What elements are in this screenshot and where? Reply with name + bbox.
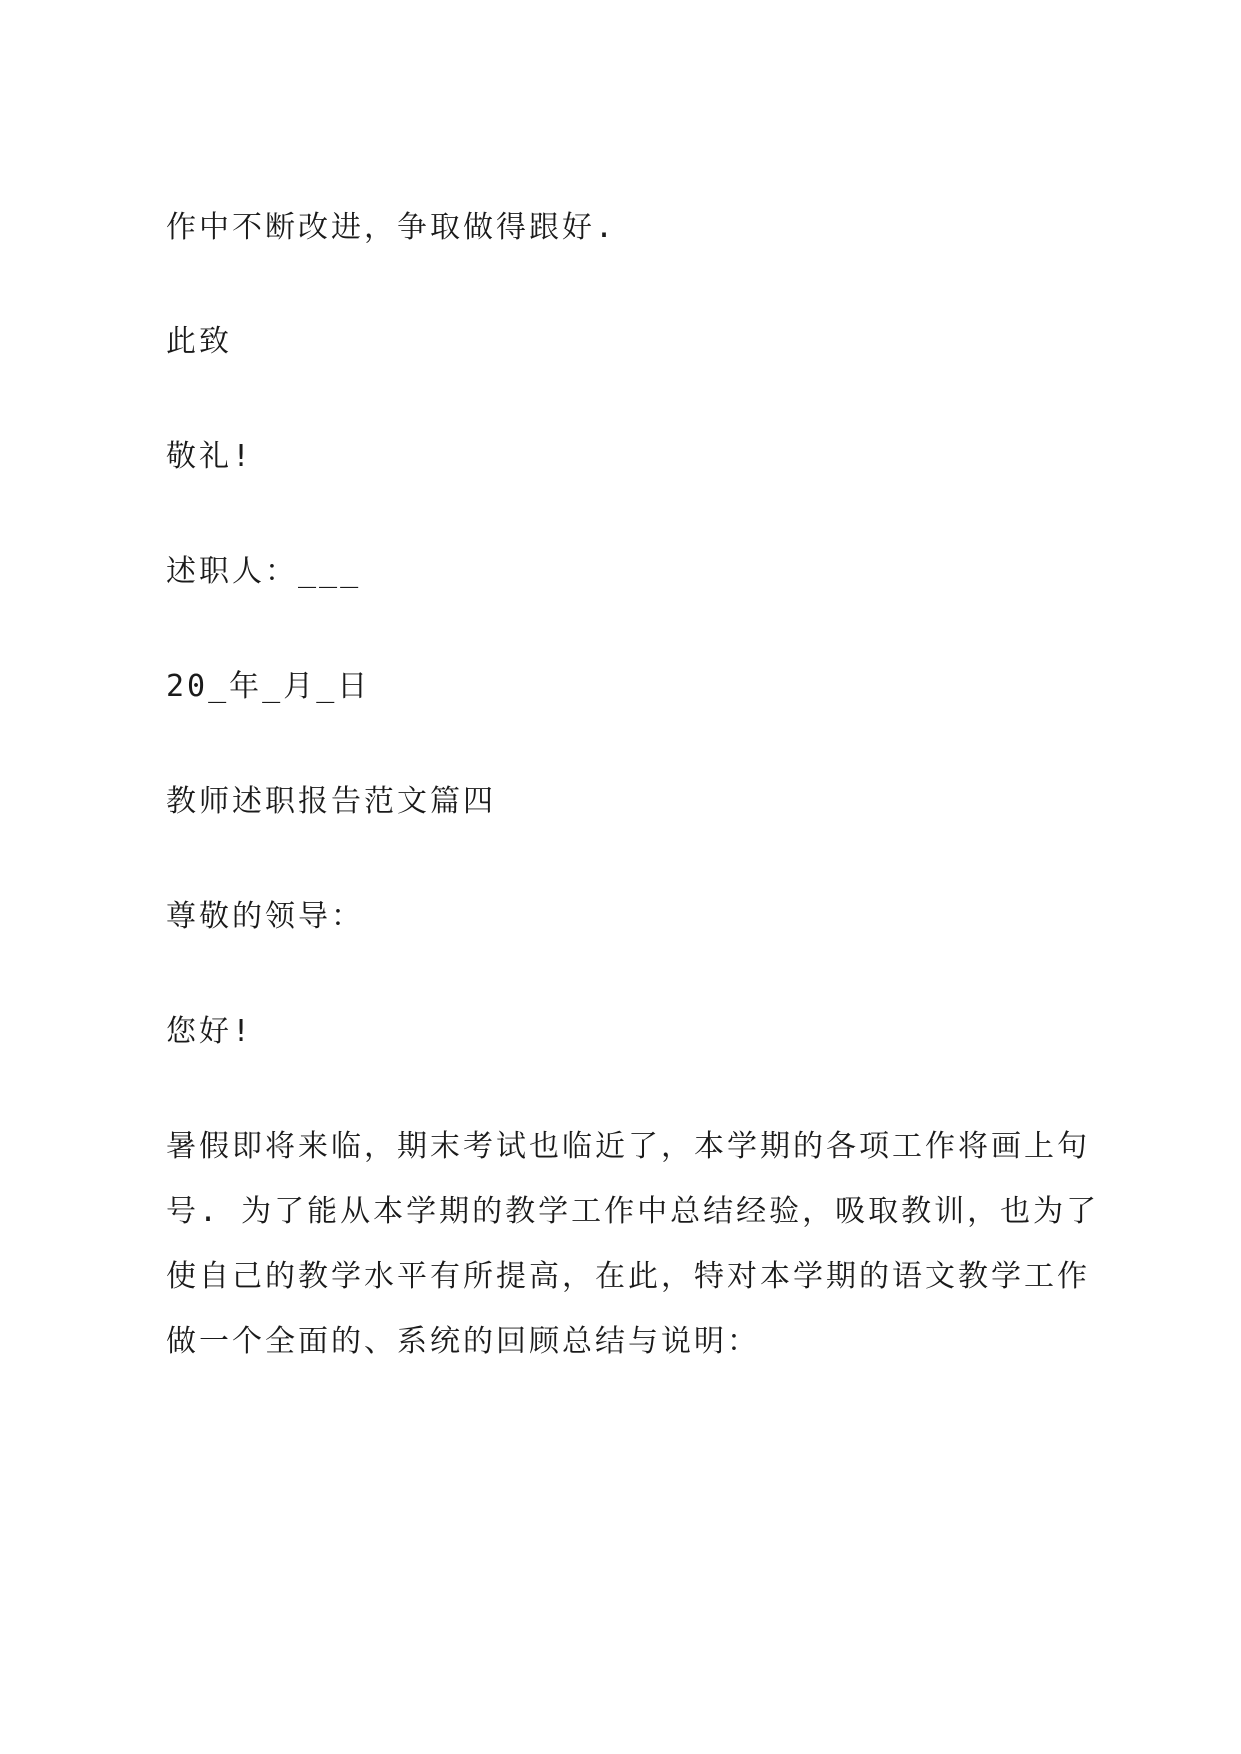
text-line-greeting-addressee: 尊敬的领导： bbox=[166, 899, 364, 934]
paragraph-line: 做一个全面的、系统的回顾总结与说明： bbox=[166, 1324, 760, 1359]
paragraph-line: 暑假即将来临，期末考试也临近了，本学期的各项工作将画上句 bbox=[166, 1129, 1090, 1164]
text-line-date: 20_年_月_日 bbox=[166, 669, 371, 704]
text-line-regards: 敬礼! bbox=[166, 439, 254, 474]
paragraph-line: 号. 为了能从本学期的教学工作中总结经验，吸取教训，也为了 bbox=[166, 1194, 1100, 1229]
paragraph-line: 使自己的教学水平有所提高，在此，特对本学期的语文教学工作 bbox=[166, 1259, 1090, 1294]
text-line-hello: 您好! bbox=[166, 1014, 254, 1049]
text-line-reporter: 述职人：___ bbox=[166, 554, 362, 589]
body-paragraph bbox=[166, 1127, 1100, 1387]
section-heading: 教师述职报告范文篇四 bbox=[166, 784, 496, 819]
text-line-closing-sentence: 作中不断改进，争取做得跟好. bbox=[166, 210, 617, 245]
text-line-salutation: 此致 bbox=[166, 324, 232, 359]
